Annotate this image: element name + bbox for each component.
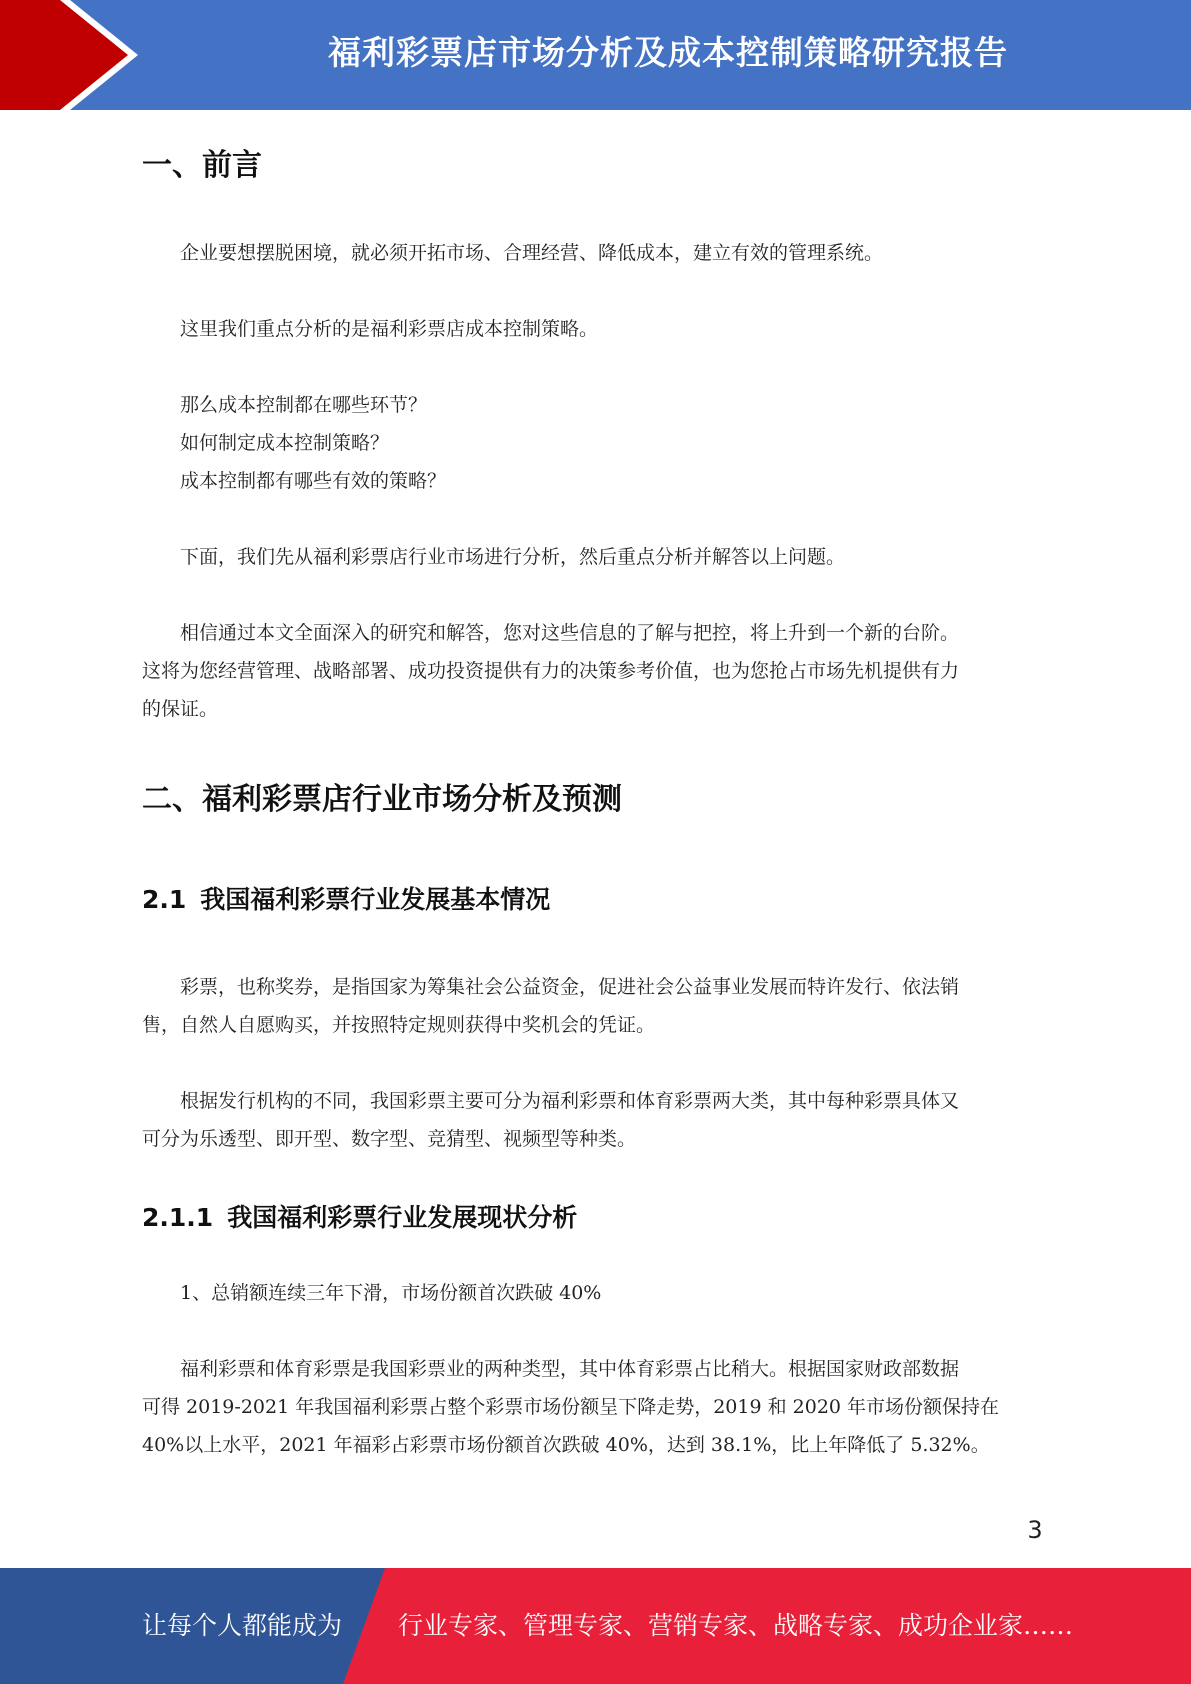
subsection-number: 2.1.1: [142, 1203, 214, 1232]
paragraph-line: 40%以上水平，2021 年福彩占彩票市场份额首次跌破 40%，达到 38.1%，比上年降低了 5.32%。: [142, 1434, 990, 1456]
paragraph: 下面，我们先从福利彩票店行业市场进行分析，然后重点分析并解答以上问题。: [180, 546, 846, 568]
footer-banner: [0, 1568, 1191, 1684]
footer-slogan-left: 让每个人都能成为: [142, 1611, 343, 1640]
document-title: 福利彩票店市场分析及成本控制策略研究报告: [328, 33, 1008, 72]
header-banner: [0, 0, 1191, 110]
subsection-title: 我国福利彩票行业发展现状分析: [227, 1203, 578, 1232]
paragraph: [142, 614, 1047, 728]
subsubsection-heading: [142, 1198, 577, 1234]
paragraph: 这里我们重点分析的是福利彩票店成本控制策略。: [180, 318, 599, 340]
page-number: 3: [1027, 1516, 1043, 1544]
paragraph: [142, 1350, 1047, 1464]
question-item: 成本控制都有哪些有效的策略？: [180, 470, 447, 492]
section-heading-analysis: 二、福利彩票店行业市场分析及预测: [142, 782, 622, 817]
question-item: 那么成本控制都在哪些环节？: [180, 394, 428, 416]
paragraph: [142, 1082, 1047, 1158]
paragraph-line: 的保证。: [142, 698, 219, 720]
paragraph: [142, 968, 1047, 1044]
point-heading: 1、总销额连续三年下滑，市场份额首次跌破 40%: [180, 1282, 602, 1304]
paragraph-line: 可分为乐透型、即开型、数字型、竞猜型、视频型等种类。: [142, 1128, 637, 1150]
section-heading-preface: 一、前言: [142, 148, 262, 183]
subsection-number: 2.1: [142, 885, 187, 914]
subsection-heading: [142, 880, 550, 916]
paragraph: 企业要想摆脱困境，就必须开拓市场、合理经营、降低成本，建立有效的管理系统。: [180, 242, 884, 264]
question-list: [142, 386, 1047, 500]
question-item: 如何制定成本控制策略？: [180, 432, 390, 454]
paragraph-line: 福利彩票和体育彩票是我国彩票业的两种类型，其中体育彩票占比稍大。根据国家财政部数据: [180, 1358, 960, 1380]
paragraph-line: 相信通过本文全面深入的研究和解答，您对这些信息的了解与把控，将上升到一个新的台阶。: [180, 622, 960, 644]
header-chevron-decoration: [0, 0, 140, 110]
paragraph-line: 售，自然人自愿购买，并按照特定规则获得中奖机会的凭证。: [142, 1014, 656, 1036]
footer-slogan-right: 行业专家、管理专家、营销专家、战略专家、成功企业家……: [398, 1611, 1074, 1640]
paragraph-line: 这将为您经营管理、战略部署、成功投资提供有力的决策参考价值，也为您抢占市场先机提供有力: [142, 660, 960, 682]
paragraph-line: 彩票，也称奖券，是指国家为筹集社会公益资金，促进社会公益事业发展而特许发行、依法销: [180, 976, 960, 998]
paragraph-line: 可得 2019-2021 年我国福利彩票占整个彩票市场份额呈下降走势，2019 和 2020 年市场份额保持在: [142, 1396, 1000, 1418]
paragraph-line: 根据发行机构的不同，我国彩票主要可分为福利彩票和体育彩票两大类，其中每种彩票具体又: [180, 1090, 960, 1112]
subsection-title: 我国福利彩票行业发展基本情况: [200, 885, 551, 914]
